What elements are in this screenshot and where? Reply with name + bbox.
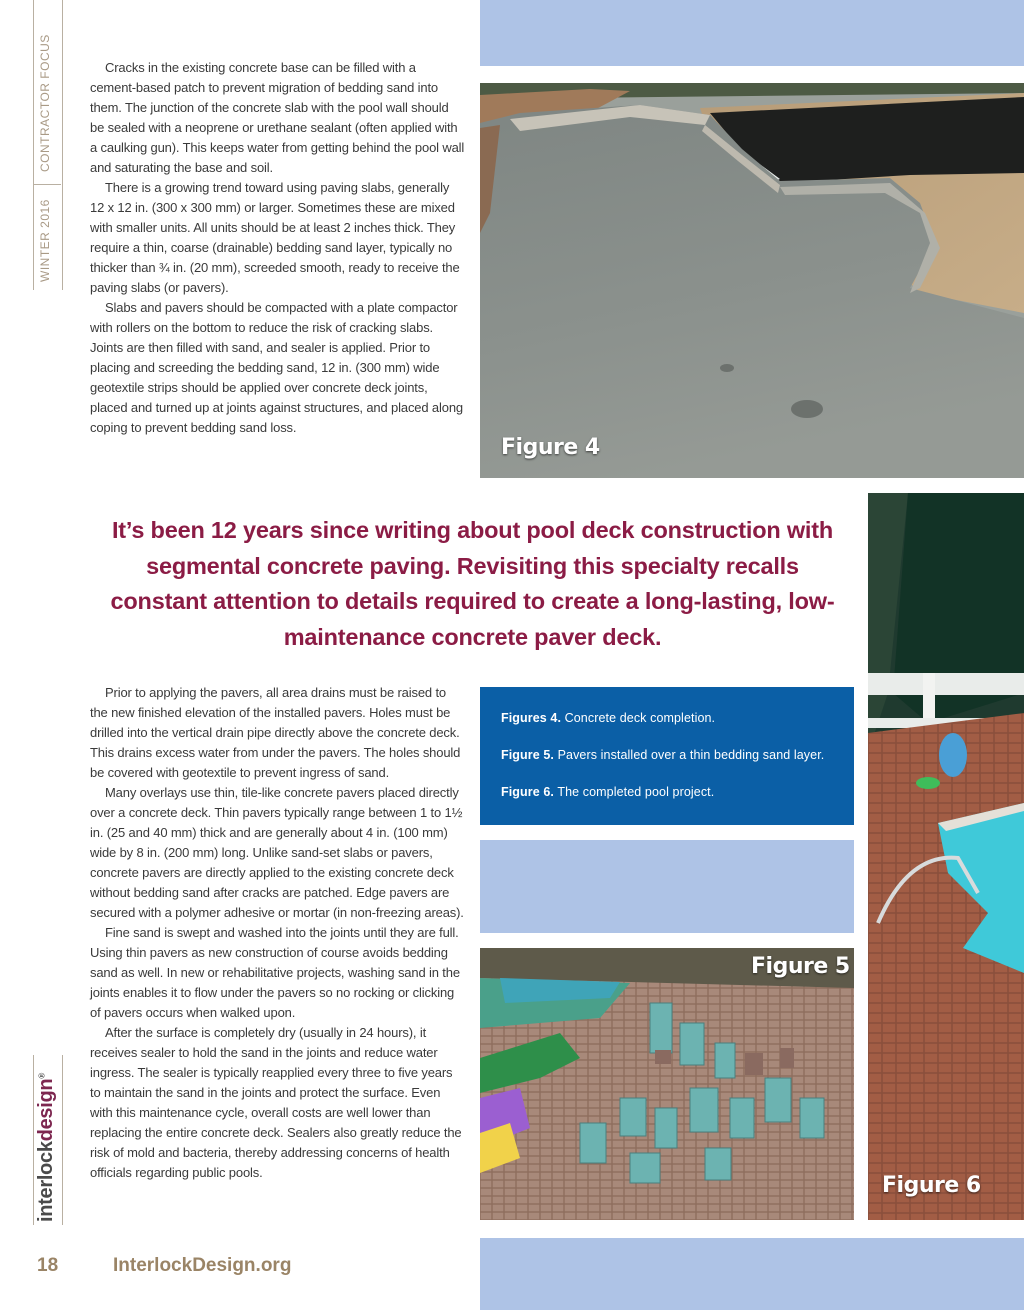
page-number: 18 (37, 1255, 59, 1276)
article-text-top (90, 58, 465, 438)
figure-5-photo (480, 948, 854, 1220)
sidebar-divider (33, 184, 61, 185)
figure-4-photo (480, 83, 1024, 478)
publication-logo (35, 1073, 58, 1222)
logo-mark: ® (37, 1073, 47, 1079)
paver-installation-image (480, 948, 854, 1220)
logo-accent: design (35, 1078, 57, 1142)
issue-label: WINTER 2016 (38, 199, 52, 282)
figure-6-photo (868, 493, 1024, 1220)
completed-pool-image (868, 493, 1024, 1220)
figure-captions (480, 687, 854, 825)
section-label: CONTRACTOR FOCUS (38, 34, 52, 172)
decorative-block (480, 1238, 1024, 1310)
figure-6-label: Figure 6 (882, 1173, 981, 1198)
sidebar (0, 0, 62, 1230)
figure-5-label: Figure 5 (751, 954, 850, 979)
logo-main: interlock (35, 1141, 57, 1222)
article-text-bottom (90, 683, 465, 1183)
paragraph: Prior to applying the pavers, all area drains must be raised to the new finished elevation of the installed pavers. Holes must be drilled into the vertical drain pipe directly above the concrete deck. This drains excess water from under the pavers. The holes should be covered with geotextile to prevent ingress of sand. (90, 685, 461, 780)
website-link[interactable]: InterlockDesign.org (113, 1255, 292, 1276)
caption-figure-5: Figure 5. Pavers installed over a thin bedding sand layer. (501, 748, 825, 762)
caption-figure-4: Figures 4. Concrete deck completion. (501, 711, 716, 725)
pull-quote: It’s been 12 years since writing about pool deck construction with segmental concrete paving. Revisiting this specialty recalls constant attention to details required to create a long-lasting, low-maintenance concrete paver deck. (110, 517, 835, 650)
paragraph: Slabs and pavers should be compacted with a plate compactor with rollers on the bottom to reduce the risk of cracking slabs. Joints are then filled with sand, and sealer is applied. Prior to placing and screeding the bedding sand, 12 in. (300 mm) wide geotextile strips should be applied over concrete deck joints, placed and turned up at joints against structures, and placed along coping to prevent bedding sand loss. (90, 300, 463, 435)
paragraph: Many overlays use thin, tile-like concrete pavers placed directly over a concrete deck. Thin pavers typically range between 1 to 1½ in. (25 and 40 mm) thick and are generally about 4 in. (100 mm) wide by 8 in. (200 mm) long. Unlike sand-set slabs or pavers, concrete pavers are directly applied to the existing concrete deck without bedding sand after cracks are patched. Edge pavers are secured with a polymer adhesive or mortar (in non-freezing areas). (90, 785, 464, 920)
paragraph: Fine sand is swept and washed into the joints until they are full. Using thin pavers as new construction of course avoids bedding sand as well. In new or rehabilitative projects, washing sand in the joints enables it to flow under the pavers so no rocking or clicking of pavers occurs when walked upon. (90, 925, 460, 1020)
decorative-block (480, 840, 854, 933)
concrete-deck-image (480, 83, 1024, 478)
paragraph: There is a growing trend toward using paving slabs, generally 12 x 12 in. (300 x 300 mm) or larger. Sometimes these are mixed with smaller units. All units should be at least 2 inches thick. They require a thin, coarse (drainable) bedding sand layer, typically no thicker than ¾ in. (20 mm), screeded smooth, ready to receive the paving slabs (or pavers). (90, 180, 460, 295)
figure-4-label: Figure 4 (501, 435, 600, 460)
decorative-block (480, 0, 1024, 66)
paragraph: After the surface is completely dry (usually in 24 hours), it receives sealer to hold the sand in the joints and reduce water ingress. The sealer is typically reapplied every three to five years to maintain the sand in the joints and protect the surface. Even with this maintenance cycle, overall costs are well lower than replacing the entire concrete deck. Sealers also greatly reduce the risk of mold and bacteria, thereby addressing concerns of health officials regarding public pools. (90, 1025, 462, 1180)
caption-figure-6: Figure 6. The completed pool project. (501, 785, 715, 799)
paragraph: Cracks in the existing concrete base can be filled with a cement-based patch to prevent migration of bedding sand into them. The junction of the concrete slab with the pool wall should be sealed with a neoprene or urethane sealant (often applied with a caulking gun). This keeps water from getting behind the pool wall and saturating the base and soil. (90, 60, 465, 175)
